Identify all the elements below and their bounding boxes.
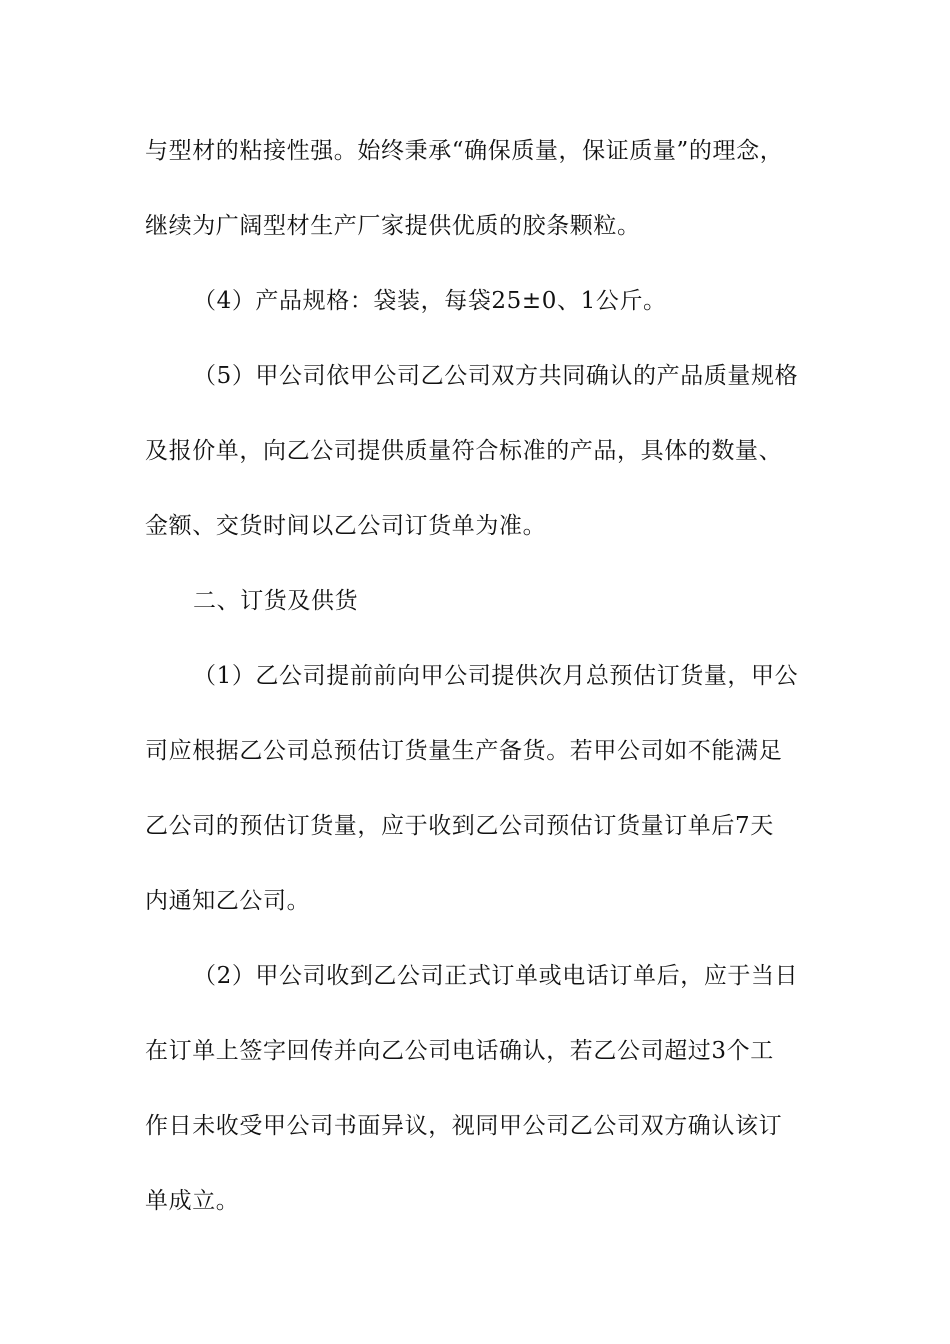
spec-item-4: （4）产品规格：袋装，每袋25±0、1公斤。 (193, 288, 667, 314)
paragraph-line: 金额、交货时间以乙公司订货单为准。 (145, 513, 547, 539)
section-heading: 二、订货及供货 (193, 588, 359, 614)
paragraph-line: 司应根据乙公司总预估订货量生产备货。若甲公司如不能满足 (145, 738, 783, 764)
order-item-1: （1）乙公司提前前向甲公司提供次月总预估订货量，甲公 (193, 663, 799, 689)
paragraph-line: 及报价单，向乙公司提供质量符合标准的产品，具体的数量、 (145, 438, 783, 464)
paragraph-line: 单成立。 (145, 1188, 240, 1214)
paragraph-line: 乙公司的预估订货量，应于收到乙公司预估订货量订单后7天 (145, 813, 774, 839)
order-item-2: （2）甲公司收到乙公司正式订单或电话订单后，应于当日 (193, 963, 799, 989)
paragraph-line: 作日未收受甲公司书面异议，视同甲公司乙公司双方确认该订 (145, 1113, 783, 1139)
paragraph-line: 内通知乙公司。 (145, 888, 311, 914)
spec-item-5: （5）甲公司依甲公司乙公司双方共同确认的产品质量规格 (193, 363, 799, 389)
paragraph-line: 在订单上签字回传并向乙公司电话确认，若乙公司超过3个工 (145, 1038, 774, 1064)
paragraph-line: 继续为广阔型材生产厂家提供优质的胶条颗粒。 (145, 213, 641, 239)
paragraph-line: 与型材的粘接性强。始终秉承“确保质量，保证质量”的理念， (145, 138, 784, 164)
